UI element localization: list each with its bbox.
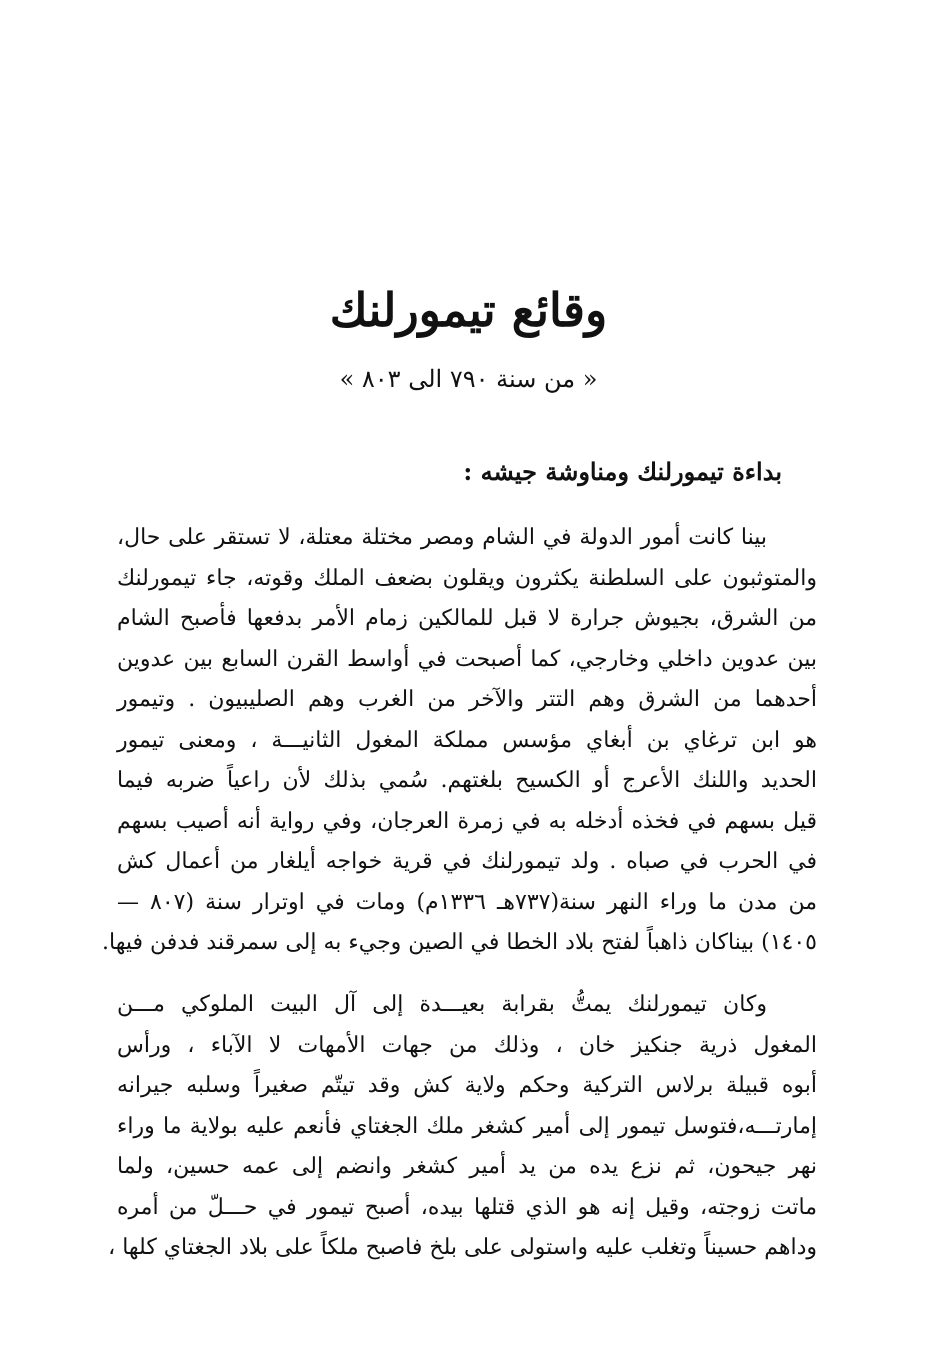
paragraph-1	[102, 518, 817, 964]
text-line: من الشرق، بجيوش جرارة لا قبل للمالكين زمام الأمر بدفعها فأصبح الشام	[117, 606, 817, 631]
text-line: والمتوثبون على السلطنة يكثرون ويقلون بضعف الملك وقوته، جاء تيمورلنك	[117, 565, 817, 591]
text-line: إمارتـــه،فتوسل تيمور إلى أمير كشغر ملك الجغتاي فأنعم عليه بولاية ما وراء	[117, 1113, 817, 1139]
text-line: من مدن ما وراء النهر سنة(٧٣٧هـ ١٣٣٦م) ومات في اوترار سنة (٨٠٧ —	[117, 889, 817, 915]
text-line: وداهم حسيناً وتغلب عليه واستولى على بلخ فاصبح ملكاً على بلاد الجغتاي كلها ،	[108, 1235, 817, 1260]
text-line: الحديد واللنك الأعرج أو الكسيح بلغتهم. سُمي بذلك لأن راعياً ضربه فيما	[117, 768, 817, 793]
text-line: في الحرب في صباه . ولد تيمورلنك في قرية خواجه أيلغار من أعمال كش	[117, 849, 817, 874]
text-line: وكان تيمورلنك يمتُّ بقرابة بعيـــدة إلى آل البيت الملوكي مـــن	[117, 992, 768, 1017]
text-line: بين عدوين داخلي وخارجي، كما أصبحت في أواسط القرن السابع بين عدوين	[117, 646, 817, 672]
text-line: أبوه قبيلة برلاس التركية وحكم ولاية كش وقد تيتّم صغيراً وسلبه جيرانه	[117, 1073, 817, 1098]
section-heading: بداءة تيمورلنك ومناوشة جيشه :	[463, 457, 782, 486]
text-line: ماتت زوجته، وقيل إنه هو الذي قتلها بيده، أصبح تيمور في حـــلّ من أمره	[117, 1194, 817, 1220]
chapter-subtitle: « من سنة ٧٩٠ الى ٨٠٣ »	[339, 365, 598, 393]
text-line: هو ابن ترغاي بن أبغاي مؤسس مملكة المغول الثانيـــة ، ومعنى تيمور	[117, 727, 817, 753]
text-line: نهر جيحون، ثم نزع يده من يد أمير كشغر وانضم إلى عمه حسين، ولما	[117, 1154, 817, 1179]
text-line: بينا كانت أمور الدولة في الشام ومصر مختلة معتلة، لا تستقر على حال،	[117, 525, 767, 550]
text-line: أحدهما من الشرق وهم التتر والآخر من الغرب وهم الصليبيون . وتيمور	[117, 687, 817, 712]
paragraph-2	[108, 985, 817, 1269]
text-line: المغول ذرية جنكيز خان ، وذلك من جهات الأمهات لا الآباء ، ورأس	[117, 1032, 817, 1058]
text-line: ١٤٠٥) بيناكان ذاهباً لفتح بلاد الخطا في الصين وجيء به إلى سمرقند فدفن فيها.	[102, 930, 817, 955]
chapter-title: وقائع تيمورلنك	[329, 283, 608, 337]
text-line: قيل بسهم في فخذه أدخله به في زمرة العرجان، وفي رواية أنه أصيب بسهم	[117, 808, 817, 834]
